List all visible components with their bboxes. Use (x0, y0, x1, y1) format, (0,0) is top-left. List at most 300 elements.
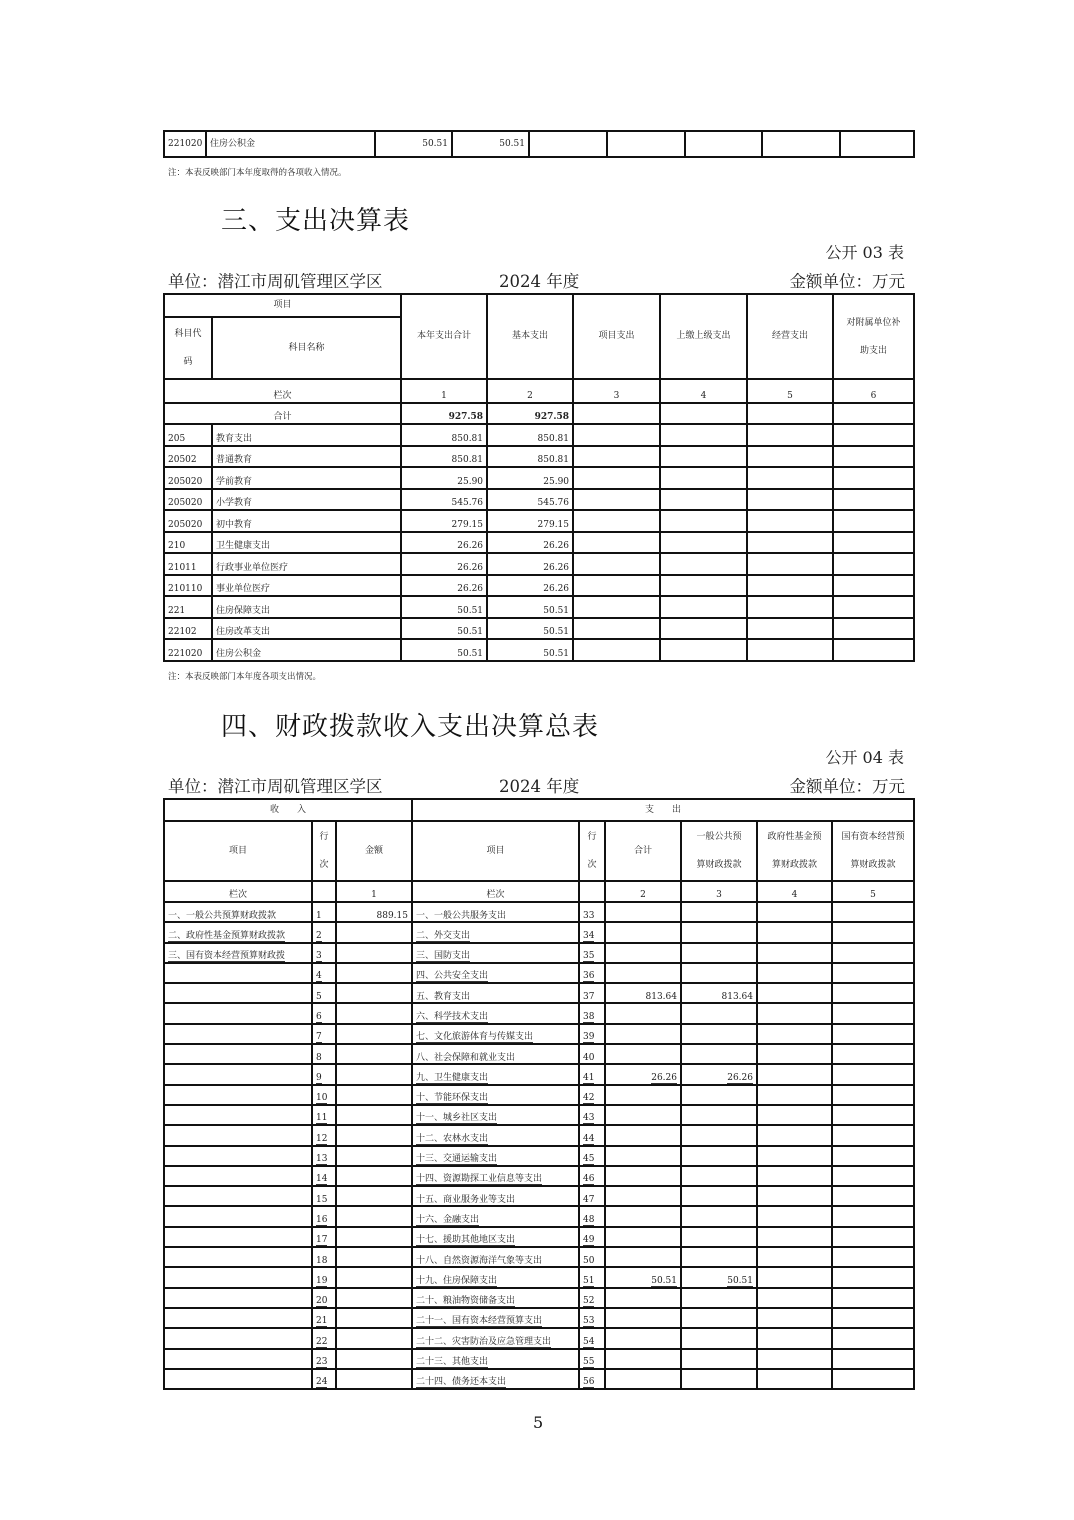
income-amount (336, 1146, 412, 1166)
income-item (164, 922, 312, 942)
expense-value (832, 922, 914, 942)
expense-item (412, 1166, 579, 1186)
expense-value (832, 963, 914, 983)
col-index: 3 (681, 881, 757, 902)
value-cell (833, 510, 914, 532)
col-index: 1 (401, 379, 487, 403)
income-amount (336, 1064, 412, 1084)
income-line-no-text: 4 (316, 971, 322, 982)
income-item (164, 1105, 312, 1125)
table-row (164, 510, 914, 532)
income-amount (336, 1003, 412, 1023)
expense-value (757, 1186, 832, 1206)
income-amount (336, 1105, 412, 1125)
value-cell (762, 131, 840, 157)
col-index: 2 (487, 379, 573, 403)
income-item (164, 1267, 312, 1287)
expense-value (681, 1186, 757, 1206)
expense-line-no (579, 1105, 605, 1125)
value-cell (833, 553, 914, 575)
expense-value (832, 1105, 914, 1125)
subject-code: 210110 (164, 575, 212, 597)
expense-value (681, 1125, 757, 1145)
header-row (164, 799, 914, 821)
expense-value (757, 1349, 832, 1369)
income-item (164, 1024, 312, 1044)
income-line-no (312, 902, 336, 922)
table-row (164, 596, 914, 618)
expense-line-no-text: 37 (583, 991, 595, 1002)
expense-value (681, 943, 757, 963)
income-item (164, 943, 312, 963)
expense-line-no-text: 54 (583, 1336, 595, 1347)
expense-value (681, 1024, 757, 1044)
expense-value (681, 1349, 757, 1369)
value-cell: 26.26 (401, 553, 487, 575)
table-row (164, 1206, 914, 1226)
expense-item-text: 二十二、灾害防治及应急管理支出 (416, 1336, 552, 1347)
expense-value (757, 1044, 832, 1064)
expense-line-no (579, 1085, 605, 1105)
income-item-text: 一、一般公共预算财政拨款 (168, 910, 277, 921)
income-item (164, 1166, 312, 1186)
value-cell (747, 446, 833, 468)
expense-value-text: 50.51 (727, 1275, 753, 1286)
value-cell (660, 510, 747, 532)
income-item (164, 1328, 312, 1348)
income-line-no-text: 24 (316, 1377, 328, 1388)
table-row (164, 1064, 914, 1084)
expense-value (681, 983, 757, 1003)
table-row (164, 467, 914, 489)
income-line-no (312, 983, 336, 1003)
expense-line-no (579, 1024, 605, 1044)
income-item (164, 1247, 312, 1267)
value-cell (573, 575, 660, 597)
expense-value (757, 902, 832, 922)
expense-line-no-text: 33 (583, 910, 595, 921)
income-line-no-text: 9 (316, 1072, 322, 1083)
income-line-no (312, 1227, 336, 1247)
table-row (164, 1166, 914, 1186)
expense-value (605, 1267, 681, 1287)
table-row (164, 943, 914, 963)
income-line-no-text: 17 (316, 1235, 328, 1246)
subject-name: 住房改革支出 (212, 618, 401, 640)
expense-value (832, 1206, 914, 1226)
expense-item (412, 1125, 579, 1145)
value-cell (747, 467, 833, 489)
value-cell (660, 618, 747, 640)
table-row (164, 1369, 914, 1389)
header-remit: 上缴上级支出 (660, 294, 747, 379)
income-amount (336, 1227, 412, 1247)
expense-item (412, 1349, 579, 1369)
header-amount: 金额 (336, 821, 412, 881)
expense-line-no-text: 55 (583, 1357, 595, 1368)
expense-item-text: 十八、自然资源海洋气象等支出 (416, 1255, 543, 1266)
expense-line-no-text: 50 (583, 1255, 595, 1266)
table-row (164, 963, 914, 983)
value-cell (833, 489, 914, 511)
table-row (164, 639, 914, 661)
header-code: 科目代码 (164, 317, 212, 379)
col-index: 4 (757, 881, 832, 902)
value-cell (833, 424, 914, 446)
subject-code: 205 (164, 424, 212, 446)
expense-value (757, 1146, 832, 1166)
value-cell (660, 553, 747, 575)
income-item (164, 1064, 312, 1084)
expense-line-no (579, 1044, 605, 1064)
income-line-no (312, 1105, 336, 1125)
expense-item-text: 十七、援助其他地区支出 (416, 1235, 516, 1246)
expense-value (832, 1024, 914, 1044)
expense-line-no (579, 1206, 605, 1226)
table-row (164, 532, 914, 554)
income-item (164, 1308, 312, 1328)
subject-name: 卫生健康支出 (212, 532, 401, 554)
value-cell: 545.76 (401, 489, 487, 511)
currency-label: 金额单位：万元 (789, 777, 905, 796)
expense-item-text: 十、节能环保支出 (416, 1093, 489, 1104)
expense-value-text: 813.64 (645, 991, 677, 1002)
header-income-line: 行次 (312, 821, 336, 881)
header-item: 项目 (164, 294, 401, 317)
appropriation-rows (164, 902, 914, 1389)
expense-item-text: 十二、农林水支出 (416, 1133, 489, 1144)
income-line-no (312, 963, 336, 983)
expense-item (412, 1308, 579, 1328)
subject-name: 教育支出 (212, 424, 401, 446)
expense-value (605, 1105, 681, 1125)
income-line-no (312, 1267, 336, 1287)
expense-item-text: 四、公共安全支出 (416, 971, 489, 982)
income-item (164, 1349, 312, 1369)
income-item (164, 1044, 312, 1064)
value-cell: 25.90 (487, 467, 573, 489)
col-index-empty (579, 881, 605, 902)
subject-name: 学前教育 (212, 467, 401, 489)
table-row (164, 1328, 914, 1348)
expense-line-no (579, 943, 605, 963)
value-cell (747, 424, 833, 446)
income-item (164, 963, 312, 983)
expense-item-text: 九、卫生健康支出 (416, 1072, 489, 1083)
value-cell (833, 467, 914, 489)
expense-value (681, 1328, 757, 1348)
subject-code: 205020 (164, 467, 212, 489)
value-cell (747, 575, 833, 597)
header-row (164, 821, 914, 881)
expense-item-text: 七、文化旅游体育与传媒支出 (416, 1032, 534, 1043)
expense-value (605, 1085, 681, 1105)
value-cell (833, 446, 914, 468)
income-line-no-text: 11 (316, 1113, 328, 1124)
value-cell: 50.51 (401, 618, 487, 640)
income-line-no-text: 1 (316, 910, 322, 921)
income-line-no (312, 1146, 336, 1166)
expense-line-no (579, 1186, 605, 1206)
income-line-no (312, 943, 336, 963)
income-line-no (312, 1247, 336, 1267)
income-item (164, 983, 312, 1003)
expenditure-rows (164, 424, 914, 661)
subject-name: 行政事业单位医疗 (212, 553, 401, 575)
value-cell: 26.26 (487, 575, 573, 597)
expense-line-no (579, 1369, 605, 1389)
value-cell: 850.81 (487, 446, 573, 468)
subject-name: 住房保障支出 (212, 596, 401, 618)
expense-value (832, 1247, 914, 1267)
table-row (164, 1003, 914, 1023)
header-project: 项目支出 (573, 294, 660, 379)
col-index: 5 (832, 881, 914, 902)
expense-value (605, 1308, 681, 1328)
table-row (164, 1044, 914, 1064)
header-income-item: 项目 (164, 821, 312, 881)
header-state: 国有资本经营预算财政拨款 (832, 821, 914, 881)
expense-value (681, 1044, 757, 1064)
expense-value (681, 1085, 757, 1105)
value-cell (747, 596, 833, 618)
expense-value (832, 1166, 914, 1186)
expense-item-text: 十六、金融支出 (416, 1214, 480, 1225)
section4-table-number: 公开 04 表 (825, 748, 904, 767)
expense-value (605, 1328, 681, 1348)
income-line-no (312, 1024, 336, 1044)
subject-name: 小学教育 (212, 489, 401, 511)
income-line-no-text: 5 (316, 991, 322, 1002)
table-row (164, 1125, 914, 1145)
expense-value (605, 922, 681, 942)
table-row (164, 983, 914, 1003)
expense-line-no-text: 43 (583, 1113, 595, 1124)
value-cell: 25.90 (401, 467, 487, 489)
col-index-label: 栏次 (164, 881, 312, 902)
header-expense: 支 出 (412, 799, 914, 821)
expense-line-no (579, 983, 605, 1003)
total-value (660, 403, 747, 424)
section3-title: 三、支出决算表 (221, 206, 411, 236)
expense-value (681, 902, 757, 922)
table-row (164, 618, 914, 640)
income-line-no-text: 15 (316, 1194, 328, 1205)
header-income: 收 入 (164, 799, 412, 821)
section3-table-number: 公开 03 表 (825, 243, 904, 262)
expense-line-no-text: 38 (583, 1011, 595, 1022)
expense-value (681, 1288, 757, 1308)
subject-code: 20502 (164, 446, 212, 468)
expense-value (605, 1247, 681, 1267)
subject-name: 住房公积金 (212, 639, 401, 661)
income-amount (336, 1085, 412, 1105)
expense-line-no-text: 42 (583, 1093, 595, 1104)
expense-value (757, 1308, 832, 1328)
expense-value (681, 922, 757, 942)
expense-value (681, 1146, 757, 1166)
income-amount (336, 943, 412, 963)
expense-line-no-text: 48 (583, 1214, 595, 1225)
expense-value (757, 1024, 832, 1044)
expense-value-text: 813.64 (721, 991, 753, 1002)
expense-value (605, 1125, 681, 1145)
income-amount-text: 889.15 (376, 910, 408, 921)
value-cell (573, 489, 660, 511)
expense-value (832, 1085, 914, 1105)
income-item (164, 1146, 312, 1166)
expense-item-text: 一、一般公共服务支出 (416, 910, 507, 921)
expense-value (605, 1227, 681, 1247)
total-value: 927.58 (487, 403, 573, 424)
table-row (164, 424, 914, 446)
subject-code: 205020 (164, 510, 212, 532)
expense-value (681, 1003, 757, 1023)
total-value: 927.58 (401, 403, 487, 424)
value-cell (747, 639, 833, 661)
income-line-no-text: 13 (316, 1154, 328, 1165)
value-cell: 50.51 (375, 131, 452, 157)
value-cell (840, 131, 914, 157)
expense-item (412, 922, 579, 942)
value-cell (573, 618, 660, 640)
income-line-no (312, 1206, 336, 1226)
subject-code: 221020 (164, 639, 212, 661)
value-cell (747, 553, 833, 575)
expense-line-no-text: 40 (583, 1052, 595, 1063)
expense-value (757, 1369, 832, 1389)
value-cell (573, 424, 660, 446)
col-index-row (164, 379, 914, 403)
expense-line-no (579, 1288, 605, 1308)
expense-value (681, 1206, 757, 1226)
income-item (164, 1186, 312, 1206)
table-row (164, 1146, 914, 1166)
income-amount (336, 1247, 412, 1267)
expense-value (832, 1186, 914, 1206)
value-cell: 850.81 (401, 446, 487, 468)
total-label: 合计 (164, 403, 401, 424)
col-index: 1 (336, 881, 412, 902)
expense-line-no (579, 1064, 605, 1084)
page-number: 5 (533, 1413, 544, 1432)
header-general: 一般公共预算财政拨款 (681, 821, 757, 881)
income-amount (336, 1328, 412, 1348)
table-row (164, 1105, 914, 1125)
expense-line-no-text: 52 (583, 1296, 595, 1307)
expense-value (605, 1024, 681, 1044)
total-value (573, 403, 660, 424)
expense-value (605, 963, 681, 983)
expense-item (412, 1003, 579, 1023)
expense-item (412, 1085, 579, 1105)
table-row (164, 922, 914, 942)
value-cell: 50.51 (487, 639, 573, 661)
expense-item (412, 1186, 579, 1206)
income-line-no (312, 1328, 336, 1348)
currency-label: 金额单位：万元 (789, 272, 905, 291)
expense-line-no-text: 41 (583, 1072, 595, 1083)
expense-line-no (579, 902, 605, 922)
expense-value (832, 1267, 914, 1287)
expense-line-no-text: 44 (583, 1133, 595, 1144)
value-cell (573, 532, 660, 554)
total-value (747, 403, 833, 424)
total-row (164, 403, 914, 424)
value-cell (660, 575, 747, 597)
expense-value (757, 1267, 832, 1287)
expense-value (757, 1105, 832, 1125)
income-item (164, 1206, 312, 1226)
expense-item (412, 1044, 579, 1064)
subject-code: 221020 (164, 131, 206, 157)
section4-title: 四、财政拨款收入支出决算总表 (221, 712, 600, 742)
income-line-no-text: 14 (316, 1174, 328, 1185)
subject-name: 事业单位医疗 (212, 575, 401, 597)
value-cell: 850.81 (401, 424, 487, 446)
expense-item-text: 二、外交支出 (416, 930, 471, 941)
unit-label: 单位：潜江市周矶管理区学区 (168, 272, 383, 291)
income-line-no-text: 8 (316, 1052, 322, 1063)
expense-item-text: 十四、资源勘探工业信息等支出 (416, 1174, 543, 1185)
expense-value (757, 922, 832, 942)
value-cell: 50.51 (401, 596, 487, 618)
value-cell (660, 596, 747, 618)
expense-line-no-text: 47 (583, 1194, 595, 1205)
expense-value-text: 26.26 (727, 1072, 753, 1083)
expense-value (832, 1003, 914, 1023)
value-cell (573, 596, 660, 618)
subject-code: 210 (164, 532, 212, 554)
expense-item-text: 二十三、其他支出 (416, 1357, 489, 1368)
value-cell (660, 532, 747, 554)
expense-value (681, 1105, 757, 1125)
expense-value (757, 1227, 832, 1247)
expense-value (832, 1349, 914, 1369)
value-cell (833, 596, 914, 618)
income-amount (336, 1166, 412, 1186)
expense-value (605, 943, 681, 963)
income-line-no (312, 1288, 336, 1308)
income-line-no-text: 3 (316, 951, 322, 962)
expense-value (832, 902, 914, 922)
expense-value (832, 943, 914, 963)
expense-value (757, 943, 832, 963)
income-line-no-text: 22 (316, 1336, 328, 1347)
value-cell (833, 618, 914, 640)
expense-value (757, 1288, 832, 1308)
expense-value (757, 1125, 832, 1145)
value-cell (833, 639, 914, 661)
expense-value (681, 1227, 757, 1247)
expense-item-text: 八、社会保障和就业支出 (416, 1052, 516, 1063)
header-expense-item: 项目 (412, 821, 579, 881)
expense-value (832, 983, 914, 1003)
income-line-no-text: 7 (316, 1032, 322, 1043)
year-label: 2024 年度 (499, 777, 580, 796)
income-item (164, 1288, 312, 1308)
subject-name: 普通教育 (212, 446, 401, 468)
table-row (164, 902, 914, 922)
table-row (164, 1288, 914, 1308)
expense-value (681, 1308, 757, 1328)
table-row (164, 1267, 914, 1287)
table-row (164, 131, 914, 157)
income-item (164, 1085, 312, 1105)
income-item (164, 1125, 312, 1145)
income-line-no-text: 20 (316, 1296, 328, 1307)
income-amount (336, 963, 412, 983)
